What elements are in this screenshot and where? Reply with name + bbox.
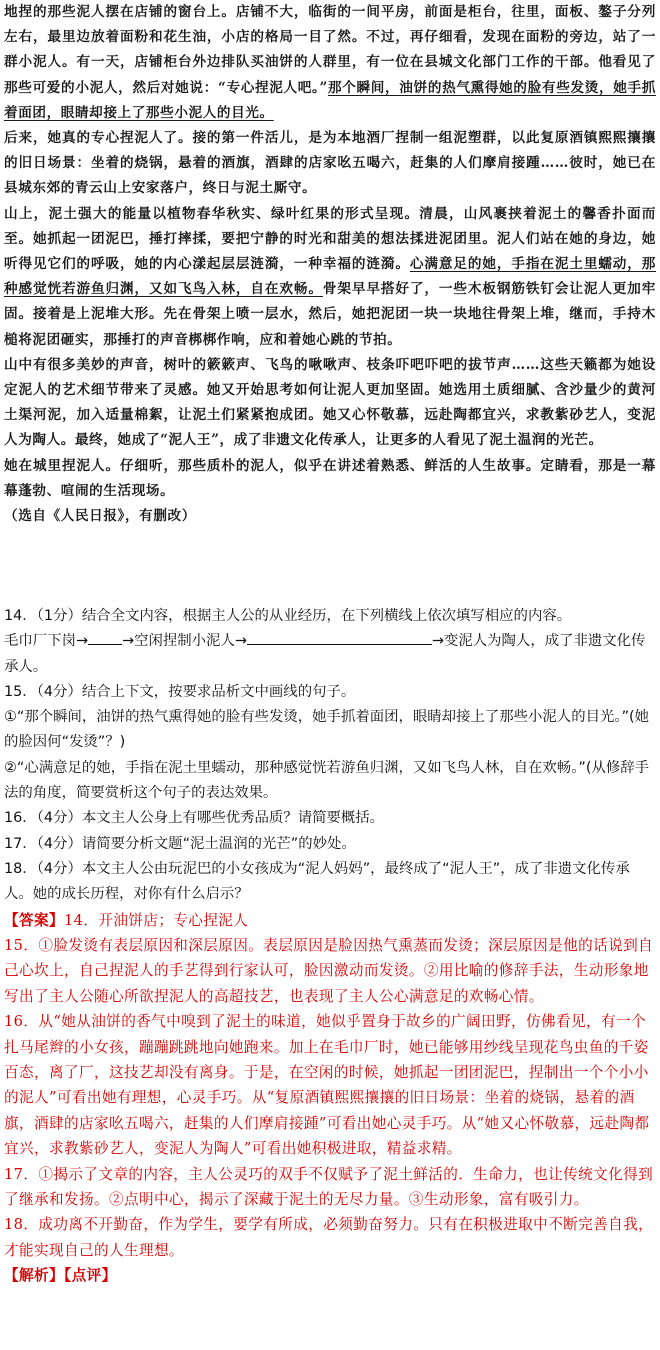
analysis-tag: 【解析】【点评】 [4, 1267, 117, 1285]
answer-blank-2 [247, 630, 432, 645]
answer-14 [4, 908, 656, 933]
question-14: 14．（1分）结合全文内容，根据主人公的从业经历，在下列横线上依次填写相应的内容。 [4, 608, 572, 624]
answer-17: 17．①揭示了文章的内容，主人公灵巧的双手不仅赋予了泥土鲜活的．生命力，也让传统文化得到了继承和发扬。②点明中心，揭示了深藏于泥土的无尽力量。③生动形象，富有吸引力。 [4, 1165, 654, 1209]
passage-paragraph-3 [4, 202, 656, 353]
answer-14-text: 14．开油饼店；专心捏泥人 [63, 911, 249, 929]
answer-18: 18．成功离不开勤奋，作为学生，要学有所成，必须勤奋努力。只有在积极进取中不断完善自我，才能实现自己的人生理想。 [4, 1216, 654, 1259]
arrow-icon: → [431, 633, 444, 650]
question-18: 18．（4分）本文主人公由玩泥巴的小女孩成为“泥人妈妈”，最终成了“泥人王”，成了非遗文化传承人。她的成长历程，对你有什么启示？ [4, 860, 630, 903]
passage-paragraph-2: 后来，她真的专心捏泥人了。接的第一件活儿，是为本地酒厂捏制一组泥塑群，以此复原酒镇熙熙攘攘的旧日场景：坐着的烧锅，悬着的酒旗，酒肆的店家吆五喝六，赶集的人们摩肩接踵……彼时，她已在县城东郊的青云山上安家落户，终日与泥土厮守。 [4, 130, 656, 197]
passage-paragraph-5: 她在城里捏泥人。仔细听，那些质朴的泥人，似乎在讲述着熟悉、鲜活的人生故事。定睛看，那是一幕幕蓬勃、喧闹的生活现场。 [4, 457, 656, 499]
underlined-sentence-1: 那个瞬间，油饼的热气熏得她的脸有些发烫，她手抓着面团，眼睛却接上了那些小泥人的目光。 [4, 79, 656, 121]
question-17: 17．（4分）请简要分析文题“泥土温润的光芒”的妙处。 [4, 835, 356, 852]
passage-source: （选自《人民日报》，有删改） [4, 508, 196, 525]
question-16: 16．（4分）本文主人公身上有哪些优秀品质？请简要概括。 [4, 810, 385, 827]
passage-paragraph-4: 山中有很多美妙的声音，树叶的簌簌声、飞鸟的啾啾声、枝条吓吧吓吧的拔节声……这些天籁都为她设定泥人的艺术细节带来了灵感。她又开始思考如何让泥人更加坚固。她选用土质细腻、含沙量少的黄河土渠河泥，加入适量棉絮，让泥土们紧紧抱成团。她又心怀敬慕，远赴陶都宜兴，求教紫砂艺人，变泥人为陶人。最终，她成了“泥人王”，成了非遗文化传承人，让更多的人看见了泥土温润的光芒。 [4, 356, 656, 449]
question-14-chain [4, 629, 656, 680]
answer-tag: 【答案】 [4, 911, 64, 929]
chain-end: 变泥人为陶人，成了非遗文化传承人。 [4, 633, 646, 675]
arrow-icon: → [75, 633, 89, 650]
passage-text: 山上，泥土强大的能量以植物春华秋实、绿叶红果的形式呈现。清晨，山风裹挟着泥土的馨香扑面而至。她抓起一团泥巴，捶打摔揉，要把宁静的时光和甜美的想法揉进泥团里。泥人们站在她的身边，她听得见它们的呼吸，她的内心漾起层层涟漪，一种幸福的涟漪。 [4, 205, 656, 273]
answer-16: 16．从“她从油饼的香气中嗅到了泥土的味道，她似乎置身于故乡的广阔田野，仿佛看见，有一个扎马尾辫的小女孩，蹦蹦跳跳地向她跑来。加上在毛巾厂时，她已能够用纱线呈现花鸟虫鱼的千姿百态，离了厂，这技艺却没有离身。于是，在空闲的时候，她抓起一团团泥巴，捏制出一个个小小的泥人”可看出她有理想，心灵手巧。从“复原酒镇熙熙攘攘的旧日场景：坐着的烧锅，悬着的酒旗，酒肆的店家吆五喝六，赶集的人们摩肩接踵”可看出她心灵手巧。从“她又心怀敬慕，远赴陶都宜兴，求教紫砂艺人，变泥人为陶人”可看出她积极进取，精益求精。 [4, 1013, 650, 1158]
underlined-sentence-2: 心满意足的她，手指在泥土里蠕动，那种感觉恍若游鱼归渊，又如飞鸟入林，自在欢畅。 [4, 256, 656, 298]
answer-blank-1 [88, 630, 122, 645]
answers-section [4, 908, 656, 1289]
arrow-icon: → [122, 633, 135, 650]
questions-section [4, 604, 656, 1289]
answer-15: 15．①脸发烫有表层原因和深层原因。表层原因是脸因热气熏蒸而发烫；深层原因是他的话说到自己心坎上，自己捏泥人的手艺得到行家认可，脸因激动而发烫。②用比喻的修辞手法，生动形象地写出了主人公随心所欲捏泥人的高超技艺，也表现了主人公心满意足的欢畅心情。 [4, 936, 654, 1005]
chain-mid: 空闲捏制小泥人 [134, 633, 235, 650]
question-15-part-1: ①“那个瞬间，油饼的热气熏得她的脸有些发烫，她手抓着面团，眼睛却接上了那些小泥人的目光。”(她的脸因何“发烫”？) [4, 709, 650, 751]
passage-paragraph-1 [4, 0, 656, 126]
question-15-part-2: ②“心满意足的她，手指在泥土里蠕动，那种感觉恍若游鱼归渊，又如飞鸟人林，自在欢畅。”(从修辞手法的角度，简要赏析这个句子的表达效果。 [4, 759, 650, 802]
passage-scan [4, 0, 656, 604]
passage-text: 骨架早早搭好了，一些木板钢筋铁钉会让泥人更加牢固。接着是上泥堆大形。先在骨架上喷一层水，然后，她把泥团一块一块地往骨架上堆，继而，手持木槌将泥团砸实，那捶打的声音梆梆作响，应和着她心跳的节拍。 [4, 281, 656, 348]
passage-text: 地捏的那些泥人摆在店铺的窗台上。店铺不大，临街的一间平房，前面是柜台，往里，面板、鏊子分列左右，最里边放着面粉和花生油，小店的格局一目了然。不过，再仔细看，发现在面粉的旁边，站了一群小泥人。有一天，店铺柜台外边排队买油饼的人群里，有一位在县城文化部门工作的干部。他看见了那些可爱的小泥人，然后对她说：“专心捏泥人吧。” [4, 4, 656, 96]
arrow-icon: → [234, 633, 247, 650]
question-15: 15．（4分）结合上下文，按要求品析文中画线的句子。 [4, 683, 356, 700]
chain-start: 毛巾厂下岗 [4, 633, 76, 650]
